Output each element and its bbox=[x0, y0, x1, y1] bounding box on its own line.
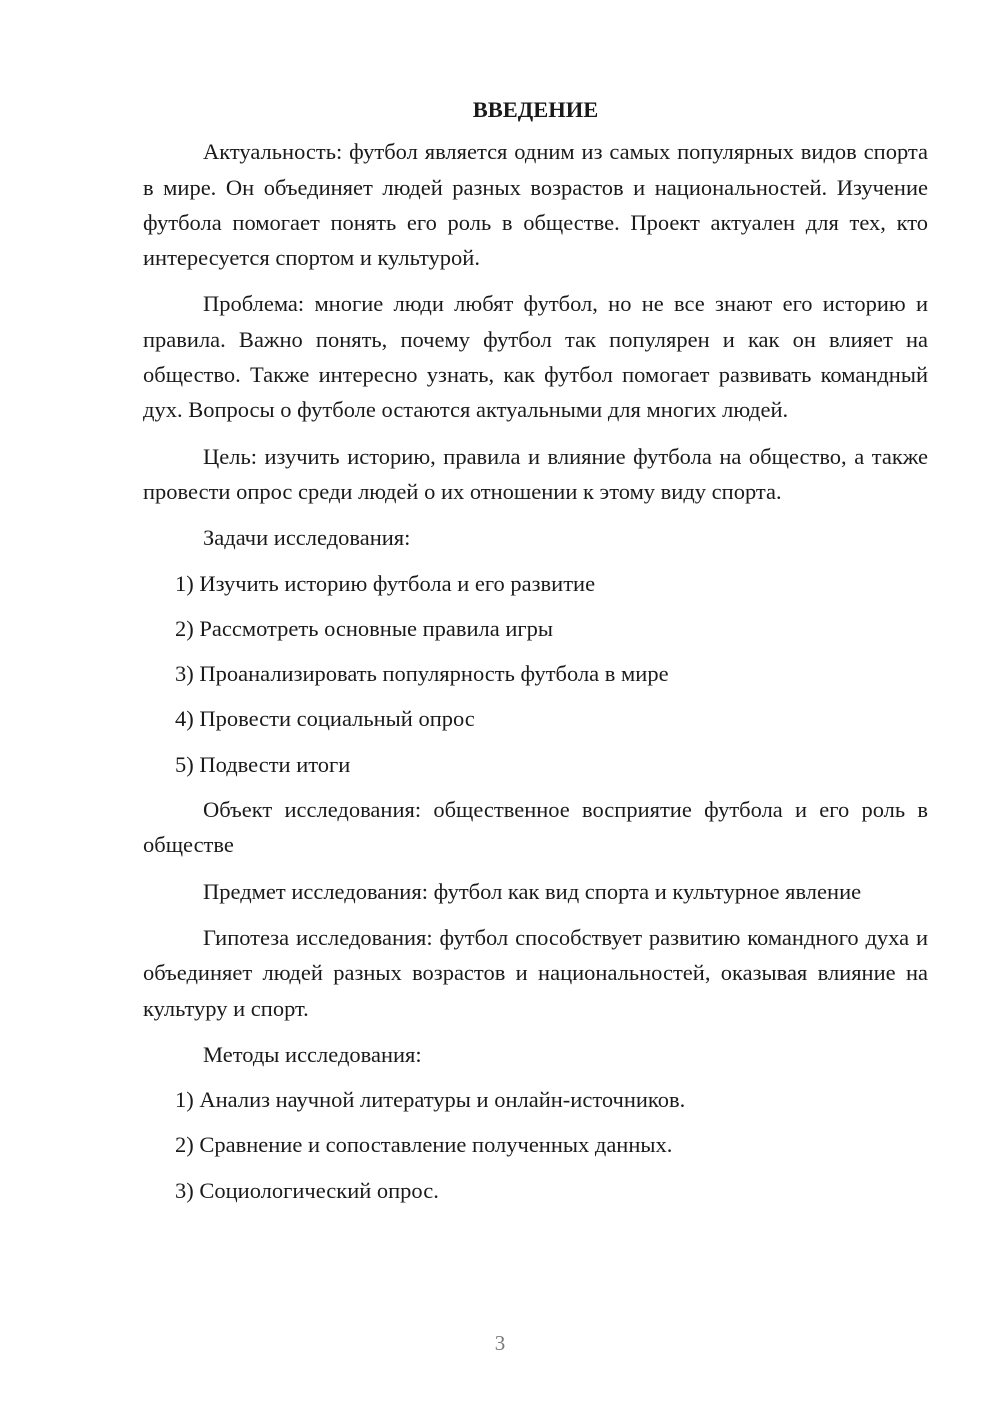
page-number: 3 bbox=[494, 1331, 506, 1355]
hypothesis-paragraph: Гипотеза исследования: футбол способствует развитию командного духа и объединяет людей разных возрастов и национальностей, оказывая влияние на культуру и спорт. bbox=[143, 924, 928, 1021]
methods-heading: Методы исследования: bbox=[203, 1041, 422, 1067]
relevance-paragraph: Актуальность: футбол является одним из самых популярных видов спорта в мире. Он объединяет людей разных возрастов и национальностей. Изучение футбола помогает понять его роль в обществе. Проект актуален для тех, кто интересуется спортом и культурой. bbox=[143, 139, 928, 271]
task-item: 1) Изучить историю футбола и его развитие bbox=[175, 570, 596, 596]
task-item: 5) Подвести итоги bbox=[175, 751, 351, 777]
tasks-list bbox=[143, 566, 928, 782]
method-item: 2) Сравнение и сопоставление полученных данных. bbox=[175, 1132, 673, 1158]
methods-list bbox=[143, 1082, 928, 1208]
task-item: 4) Провести социальный опрос bbox=[175, 706, 475, 732]
object-paragraph: Объект исследования: общественное восприятие футбола и его роль в обществе bbox=[143, 797, 928, 858]
goal-paragraph: Цель: изучить историю, правила и влияние футбола на общество, а также провести опрос среди людей о их отношении к этому виду спорта. bbox=[143, 443, 928, 504]
tasks-heading: Задачи исследования: bbox=[203, 525, 411, 551]
document-page bbox=[143, 92, 928, 1218]
method-item: 3) Социологический опрос. bbox=[175, 1177, 439, 1203]
page-title: ВВЕДЕНИЕ bbox=[472, 97, 599, 122]
problem-paragraph: Проблема: многие люди любят футбол, но не все знают его историю и правила. Важно понять, почему футбол так популярен и как он влияет на общество. Также интересно узнать, как футбол помогает развивать командный дух. Вопросы о футболе остаются актуальными для многих людей. bbox=[143, 291, 928, 423]
subject-paragraph: Предмет исследования: футбол как вид спорта и культурное явление bbox=[203, 878, 862, 904]
task-item: 3) Проанализировать популярность футбола в мире bbox=[175, 661, 669, 687]
task-item: 2) Рассмотреть основные правила игры bbox=[175, 615, 553, 641]
method-item: 1) Анализ научной литературы и онлайн-источников. bbox=[175, 1087, 686, 1113]
